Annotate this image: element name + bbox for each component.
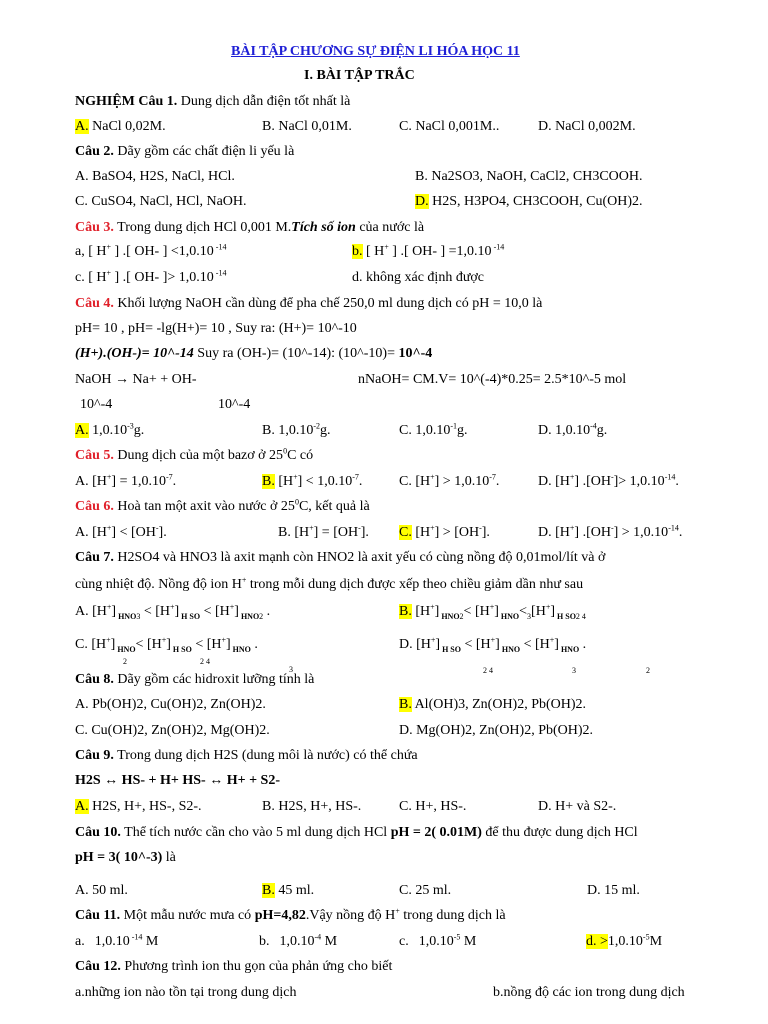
q11-a-text: 1,0.10 <box>94 934 130 949</box>
q5-d-sup: + <box>569 472 575 482</box>
q7-b-t2: ] <box>434 604 440 619</box>
q9-text: Trong dung dịch H2S (dung môi là nước) có thể chứa <box>113 748 418 763</box>
q7-d-t1: D. [H <box>399 637 431 652</box>
q7-a-t3: < [H <box>140 604 170 619</box>
section-heading <box>304 68 415 84</box>
q4-a-text: 1,0.10 <box>88 423 128 438</box>
q6-d-end: . <box>678 525 683 540</box>
q1-option-c: C. NaCl 0,001M.. <box>399 119 500 134</box>
q10-option-d: D. 15 ml. <box>587 883 640 898</box>
q3-answer-mark: b. <box>352 244 363 259</box>
q3-b-text: [ H <box>362 244 385 259</box>
q5-d-text3: ]> 1,0.10 <box>613 474 665 489</box>
q6-d-text2: ] .[OH <box>574 525 611 540</box>
q1-option-d: D. NaCl 0,002M. <box>538 119 636 134</box>
q11-option-a <box>75 934 158 950</box>
q3-option-b <box>352 244 504 260</box>
q3-c-text2: ] .[ OH- ]> 1,0.10 <box>111 270 214 285</box>
q4-option-b <box>262 423 331 439</box>
q6-degree: 0 <box>294 497 299 507</box>
q7-c-t4: ] <box>166 637 171 652</box>
q4-option-c <box>399 423 468 439</box>
q1-option-b: B. NaCl 0,01M. <box>262 119 352 134</box>
q7-b-t6: [H <box>531 604 546 619</box>
q7-d-subscript-3: 2 <box>646 666 650 675</box>
q11-text2: pH=4,82 <box>254 908 306 923</box>
q12-label: Câu 12. <box>75 959 121 974</box>
q7-a-sub2: H SO <box>179 611 201 621</box>
q6-c-text: [H <box>411 525 431 540</box>
q10-option-b <box>262 883 314 899</box>
q5-d-text: D. [H <box>538 474 570 489</box>
q4-label: Câu 4. <box>75 296 114 311</box>
q11-option-b <box>259 934 337 950</box>
q7-d-t2: ] <box>435 637 441 652</box>
q7-c-plus1: + <box>106 635 111 645</box>
q8-option-b <box>399 697 586 713</box>
q8-option-a: A. Pb(OH)2, Cu(OH)2, Zn(OH)2. <box>75 697 266 712</box>
q7-a-t1: A. [H <box>75 604 107 619</box>
q7-label: Câu 7. <box>75 550 114 565</box>
q6-a-text2: ] < [OH <box>111 525 156 540</box>
q7-a-sub1: HNO <box>116 611 137 621</box>
q3-stem <box>75 220 424 236</box>
q5-a-exp: -7 <box>165 472 173 482</box>
q8-label: Câu 8. <box>75 672 114 687</box>
q7-c-t3: < [H <box>135 637 162 652</box>
q6-c-text2: ] > [OH <box>434 525 480 540</box>
q2-label: Câu 2. <box>75 144 114 159</box>
q5-d-end: . <box>675 474 679 489</box>
q7-option-b <box>399 604 586 620</box>
q11-text1: Một mẫu nước mưa có <box>120 908 255 923</box>
q6-text-end: C, kết quả là <box>298 499 370 514</box>
q5-option-a <box>75 474 176 490</box>
q11-answer-mark: d. > <box>586 934 608 949</box>
q12-text: Phương trình ion thu gọn của phản ứng cho biết <box>120 959 393 974</box>
q11-a-exp: -14 <box>129 932 143 942</box>
q7-d-plus2: + <box>490 635 496 645</box>
q8-answer-mark: B. <box>399 697 412 712</box>
q3-label: Câu 3. <box>75 220 114 235</box>
q4-c-text: C. 1,0.10 <box>399 423 451 438</box>
q4-a-end: g. <box>133 423 145 438</box>
q5-option-d: D. [H+] $.[OH^-]> 1,0.10^{-14}$. <box>538 472 679 489</box>
q4-l2b: Suy ra (OH-)= (10^-14): (10^-10)= <box>193 346 399 361</box>
q7-option-d <box>399 637 586 653</box>
q10-option-c: C. 25 ml. <box>399 883 452 898</box>
q10-text3: để thu được dung dịch HCl <box>481 825 638 840</box>
q5-option-b <box>262 474 362 490</box>
q7-b-plus2: + <box>489 602 495 612</box>
q1-label: NGHIỆM Câu 1. <box>75 94 178 109</box>
q4-d-exp: -4 <box>590 421 597 431</box>
q11-c-letter: c. <box>399 934 409 949</box>
q1-a-text: NaCl 0,02M. <box>88 119 166 134</box>
q7-a-sub3n: 2 <box>259 611 264 621</box>
q12-stem <box>75 959 392 975</box>
q7-c-t5: < [H <box>191 637 222 652</box>
q7-b-sub1: HNO <box>439 611 460 621</box>
q9-answer-mark: A. <box>75 799 89 814</box>
q7-a-plus2: + <box>169 602 175 612</box>
q10-option-a: A. 50 ml. <box>75 883 128 898</box>
q6-d-text: D. [H <box>538 525 570 540</box>
q6-b-sup: + <box>309 523 314 533</box>
q7-b-t1: [H <box>411 604 431 619</box>
q7-d-sub1: H SO <box>440 644 461 654</box>
q11-option-d <box>586 934 662 950</box>
q7-a-t2: ] <box>111 604 117 619</box>
q7-text2b: trong mỗi dung dịch được xếp theo chiều giảm dần như sau <box>246 577 584 592</box>
q8-text: Dãy gồm các hidroxit lưỡng tính là <box>113 672 315 687</box>
q4-b-end: g. <box>320 423 331 438</box>
q10-label: Câu 10. <box>75 825 121 840</box>
q7-c-sub1: HNO <box>115 644 136 654</box>
q7-c-subscript-2: 2 4 <box>200 657 210 666</box>
q6-option-b: B. [H+] = [OH-]. <box>278 523 369 540</box>
q6-d-exp: -14 <box>668 523 679 533</box>
q3-option-d: d. không xác định được <box>352 270 485 285</box>
q7-b-sub3: 3 <box>527 611 532 621</box>
q4-work-line-4a: 10^-4 <box>80 397 113 412</box>
q1-text: Dung dịch dẫn điện tốt nhất là <box>177 94 351 109</box>
q4-b-exp: -2 <box>313 421 321 431</box>
q9-stem <box>75 748 418 764</box>
q10-stem-1 <box>75 825 638 841</box>
q5-b-exp: -7 <box>352 472 359 482</box>
q4-stem <box>75 296 542 312</box>
q4-work-line-4b: 10^-4 <box>218 397 251 412</box>
q5-d-text2: ] .[OH <box>574 474 611 489</box>
q11-c-text: 1,0.10 <box>418 934 454 949</box>
q8-stem <box>75 672 314 688</box>
q7-b-t5: < <box>519 604 528 619</box>
q3-text2: Tích số ion <box>291 220 356 235</box>
q7-b-t7: ] <box>550 604 556 619</box>
q4-d-end: g. <box>596 423 608 438</box>
q7-stem-2 <box>75 577 583 593</box>
q3-a-exp: -14 <box>213 242 227 252</box>
q3-a-text2: ] .[ OH- ] <1,0.10 <box>111 244 214 259</box>
q7-text2a: cùng nhiệt độ. Nồng độ ion H <box>75 577 242 592</box>
q3-a-sup: + <box>106 242 112 252</box>
q3-a-text: a, [ H <box>75 244 107 259</box>
q7-answer-mark: B. <box>399 604 412 619</box>
q2-stem <box>75 144 294 160</box>
q11-d-text: 1,0.10 <box>607 934 643 949</box>
q5-b-end: . <box>358 474 363 489</box>
q4-d-text: D. 1,0.10 <box>538 423 591 438</box>
q9-option-a <box>75 799 202 815</box>
q5-b-text: [H <box>274 474 294 489</box>
q8-b-text: Al(OH)3, Zn(OH)2, Pb(OH)2. <box>411 697 587 712</box>
q6-text: Hoà tan một axit vào nước ở 25 <box>113 499 295 514</box>
q7-a-sub1n: 3 <box>136 611 141 621</box>
q6-d-sup: + <box>569 523 575 533</box>
q6-a-text3: ]. <box>158 525 167 540</box>
q6-d-text3: ] > 1,0.10 <box>613 525 669 540</box>
q9-option-d: D. H+ và S2-. <box>538 799 617 814</box>
q10-text2: pH = 2( 0.01M) <box>390 825 482 840</box>
q2-d-text: H2S, H3PO4, CH3COOH, Cu(OH)2. <box>428 194 643 209</box>
q4-work-line-1: pH= 10 , pH= -lg(H+)= 10 , Suy ra: (H+)= 10^-10 <box>75 321 357 336</box>
q12-option-a: a.những ion nào tồn tại trong dung dịch <box>75 985 297 1000</box>
q4-l2c: 10^-4 <box>398 346 433 361</box>
q7-b-sub2: HNO <box>498 611 520 621</box>
q5-option-c <box>399 474 499 490</box>
q6-stem <box>75 499 370 515</box>
q7-b-sub4: H SO <box>555 611 576 621</box>
q2-answer-mark: D. <box>415 194 429 209</box>
q7-d-sub3: HNO <box>558 644 580 654</box>
q7-d-subscript-2: 3 <box>572 666 576 675</box>
q4-l2a: (H+).(OH-)= 10^-14 <box>75 346 194 361</box>
q5-c-sup: + <box>430 472 435 482</box>
q7-a-t4: ] <box>174 604 180 619</box>
q11-b-text: 1,0.10 <box>279 934 315 949</box>
q7-d-plus1: + <box>430 635 436 645</box>
q3-c-exp: -14 <box>213 268 227 278</box>
q5-c-text2: ] > 1,0.10 <box>434 474 490 489</box>
q3-b-exp: -14 <box>491 242 505 252</box>
q9-a-text: H2S, H+, HS-, S2-. <box>88 799 202 814</box>
q4-work-line-3a: NaOH → Na+ + OH- <box>75 372 197 387</box>
q4-c-end: g. <box>457 423 468 438</box>
q11-text3: .Vậy nồng độ H <box>305 908 396 923</box>
q11-b-end: M <box>321 934 338 949</box>
q10-b-text: 45 ml. <box>274 883 315 898</box>
q7-a-sub3: HNO <box>238 611 260 621</box>
q11-text4: trong dung dịch là <box>399 908 506 923</box>
q12-option-b: b.nồng độ các ion trong dung dịch <box>493 985 685 1000</box>
q7-sup: + <box>241 575 247 585</box>
q4-text: Khối lượng NaOH cần dùng để pha chế 250,0 ml dung dịch có pH = 10,0 là <box>113 296 543 311</box>
q7-c-sub3: HNO <box>230 644 251 654</box>
title-text: BÀI TẬP CHƯƠNG SỰ ĐIỆN LI HÓA HỌC 11 <box>231 44 520 59</box>
q5-d-exp: -14 <box>664 472 676 482</box>
q5-text-end: C có <box>287 448 314 463</box>
q1-answer-mark: A. <box>75 119 89 134</box>
q11-a-letter: a. <box>75 934 85 949</box>
q6-option-d: D. [H+] $.[OH^-] > 1,0.10^{-14}$. <box>538 523 683 540</box>
q5-c-end: . <box>495 474 500 489</box>
q9-equation: H2S ↔ HS- + H+ HS- ↔ H+ + S2- <box>75 773 280 788</box>
q4-answer-mark: A. <box>75 423 89 438</box>
q5-b-text2: ] < 1,0.10 <box>297 474 353 489</box>
q6-answer-mark: C. <box>399 525 412 540</box>
q7-d-t6: ] <box>554 637 559 652</box>
q11-d-exp: -5 <box>642 932 650 942</box>
q7-d-plus3: + <box>549 635 555 645</box>
q4-work-line-2 <box>75 346 432 362</box>
q11-b-letter: b. <box>259 934 270 949</box>
q7-b-t3: < [H <box>463 604 490 619</box>
q11-stem <box>75 908 506 924</box>
q10-stem-2 <box>75 850 176 866</box>
q7-c-t1: C. [H <box>75 637 107 652</box>
q7-d-subscript-1: 2 4 <box>483 666 493 675</box>
q2-text: Dãy gồm các chất điện li yếu là <box>113 144 295 159</box>
q1-stem <box>75 94 350 110</box>
q7-a-plus1: + <box>106 602 112 612</box>
q3-text1: Trong dung dịch HCl 0,001 M. <box>113 220 292 235</box>
q6-b-text2: ] = [OH <box>313 525 359 540</box>
q8-option-d: D. Mg(OH)2, Zn(OH)2, Pb(OH)2. <box>399 723 594 738</box>
q3-c-text: c. [ H <box>75 270 107 285</box>
q2-option-a: A. BaSO4, H2S, NaCl, HCl. <box>75 169 235 184</box>
q6-b-text: B. [H <box>278 525 310 540</box>
q7-c-t2: ] <box>110 637 116 652</box>
q7-text1: H2SO4 và HNO3 là axit mạnh còn HNO2 là axit yếu có cùng nồng độ 0,01mol/lít và ở <box>113 550 606 565</box>
q7-b-t4: ] <box>494 604 499 619</box>
q6-option-a: A. [H+] < [OH-]. <box>75 523 167 540</box>
q11-d-end: M <box>649 934 663 949</box>
section-text: I. BÀI TẬP TRẮC <box>304 68 415 83</box>
q6-a-sup: + <box>106 523 112 533</box>
q7-c-sub2: H SO <box>170 644 192 654</box>
q3-c-sup: + <box>106 268 112 278</box>
q11-option-c <box>399 934 476 950</box>
q7-d-t5: < [H <box>520 637 550 652</box>
q5-answer-mark: B. <box>262 474 275 489</box>
q11-c-end: M <box>460 934 477 949</box>
q7-a-end: . <box>263 604 271 619</box>
q5-b-sup: + <box>293 472 298 482</box>
q5-a-text2: ] = 1,0.10 <box>111 474 166 489</box>
q10-text1: Thể tích nước cần cho vào 5 ml dung dịch HCl <box>120 825 391 840</box>
q5-c-exp: -7 <box>489 472 496 482</box>
q4-work-line-3b: nNaOH= CM.V= 10^(-4)*0.25= 2.5*10^-5 mol <box>358 372 627 387</box>
q10-text4: pH = 3( 10^-3) <box>75 850 163 865</box>
q6-b-text3: ]. <box>360 525 369 540</box>
q10-text5: là <box>162 850 176 865</box>
q4-option-a <box>75 423 144 439</box>
q10-answer-mark: B. <box>262 883 275 898</box>
q4-b-text: B. 1,0.10 <box>262 423 314 438</box>
q5-a-sup: + <box>106 472 112 482</box>
q4-a-exp: -3 <box>127 421 134 431</box>
q2-option-c: C. CuSO4, NaCl, HCl, NaOH. <box>75 194 247 209</box>
q7-c-subscript-3: 3 <box>289 665 293 674</box>
q1-option-a <box>75 119 166 135</box>
q7-option-a <box>75 604 270 620</box>
q5-text: Dung dịch của một bazơ ở 25 <box>113 448 284 463</box>
q7-a-t5: < [H <box>200 604 230 619</box>
q5-stem <box>75 448 313 464</box>
q3-b-sup: + <box>384 242 389 252</box>
q6-option-c: C. [H+] > [OH-]. <box>399 523 490 540</box>
q11-c-exp: -5 <box>453 932 461 942</box>
q9-option-c: C. H+, HS-. <box>399 799 467 814</box>
page-title <box>231 44 520 60</box>
q3-option-a <box>75 244 226 260</box>
q2-option-d <box>415 194 643 210</box>
q3-b-text2: ] .[ OH- ] =1,0.10 <box>388 244 492 259</box>
q7-b-plus3: + <box>545 602 551 612</box>
q7-c-t6: ] <box>226 637 231 652</box>
q11-sup: + <box>395 906 400 916</box>
q7-c-plus2: + <box>161 635 167 645</box>
q6-c-sup: + <box>430 523 435 533</box>
q5-c-text: C. [H <box>399 474 431 489</box>
q5-a-end: . <box>172 474 177 489</box>
q3-option-c <box>75 270 226 286</box>
q9-label: Câu 9. <box>75 748 114 763</box>
q4-c-exp: -1 <box>450 421 458 431</box>
q5-label: Câu 5. <box>75 448 114 463</box>
q5-a-text: A. [H <box>75 474 107 489</box>
q4-option-d <box>538 423 607 439</box>
q7-option-c <box>75 637 258 653</box>
q6-a-text: A. [H <box>75 525 107 540</box>
q7-b-plus1: + <box>430 602 435 612</box>
q7-d-end: . <box>579 637 587 652</box>
q8-option-c: C. Cu(OH)2, Zn(OH)2, Mg(OH)2. <box>75 723 270 738</box>
q11-b-exp: -4 <box>314 932 322 942</box>
q7-d-t3: < [H <box>460 637 491 652</box>
q7-c-plus3: + <box>221 635 226 645</box>
q7-d-sub2: HNO <box>499 644 521 654</box>
q7-b-sub4n: 2 4 <box>575 611 586 621</box>
q6-label: Câu 6. <box>75 499 114 514</box>
q6-c-text3: ]. <box>481 525 490 540</box>
q2-option-b: B. Na2SO3, NaOH, CaCl2, CH3COOH. <box>415 169 643 184</box>
q7-stem-1 <box>75 550 605 566</box>
q7-d-t4: ] <box>495 637 500 652</box>
q7-c-subscript-1: 2 <box>123 657 127 666</box>
q3-text3: của nước là <box>355 220 425 235</box>
q7-b-sub1n: 2 <box>459 611 464 621</box>
q5-degree: 0 <box>283 446 288 456</box>
q7-a-t6: ] <box>234 604 239 619</box>
q9-option-b: B. H2S, H+, HS-. <box>262 799 362 814</box>
q7-a-plus3: + <box>229 602 235 612</box>
q11-label: Câu 11. <box>75 908 121 923</box>
q11-a-end: M <box>142 934 159 949</box>
q7-c-end: . <box>250 637 258 652</box>
